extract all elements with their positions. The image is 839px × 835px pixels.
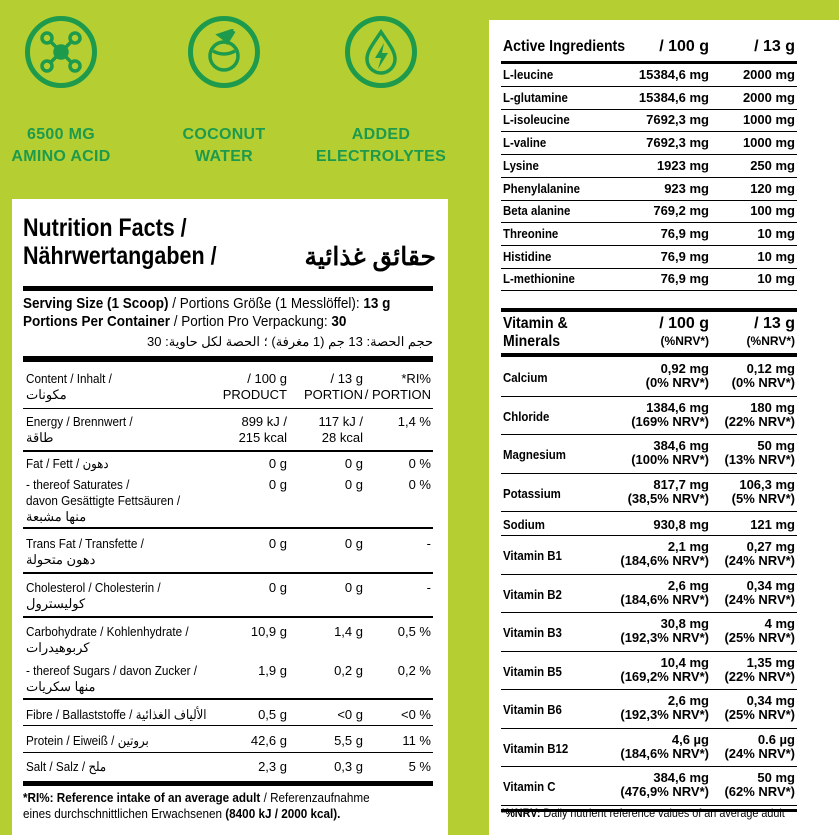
nutrition-facts-panel <box>12 199 448 835</box>
fat-100: 0 g <box>268 456 287 471</box>
vitamins-header-rule-top <box>501 308 797 312</box>
vitamin-per13: 0,34 mg <box>746 693 795 708</box>
row-divider <box>501 131 797 132</box>
cholesterol-ar: كوليسترول <box>26 596 86 611</box>
fat-ri: 0 % <box>408 456 431 471</box>
fat-13: 0 g <box>344 456 363 471</box>
header-ri: *RI% <box>401 371 431 386</box>
salt-name: Salt / Salz / ملح <box>26 759 107 774</box>
vitamin-per100: 4,6 µg <box>671 731 709 747</box>
vitamin-per100-nrv: (169,2% NRV*) <box>620 668 709 684</box>
row-divider <box>23 725 433 726</box>
fat-name: Fat / Fett / دهون <box>26 456 109 471</box>
vitamin-per100: 384,6 mg <box>653 770 709 785</box>
badge-amino-line2: AMINO ACID <box>11 148 111 165</box>
sugars-ri: 0,2 % <box>397 663 431 678</box>
badge-electrolytes-label <box>308 124 454 168</box>
salt-100: 2,3 g <box>258 759 287 774</box>
vitamin-per13-nrv: (5% NRV*) <box>731 490 795 506</box>
vitamin-per13: 50 mg <box>757 438 795 453</box>
footnote-rest: / Referenzaufnahme <box>260 790 370 805</box>
trans-fat-name: Trans Fat / Transfette / <box>26 536 144 551</box>
badge-coconut-water <box>169 14 279 165</box>
portions-de: / Portion Pro Verpackung: <box>170 313 332 330</box>
ingredient-name: L-methionine <box>503 271 575 287</box>
row-divider <box>501 574 797 575</box>
vitamin-per100: 930,8 mg <box>653 517 709 532</box>
fibre-name: Fibre / Ballaststoffe / الألياف الغذائية <box>26 707 207 722</box>
row-divider <box>501 434 797 435</box>
ingredient-per13: 1000 mg <box>742 135 795 151</box>
row-divider <box>501 612 797 613</box>
ingredients-header-name: Active Ingredients <box>503 38 626 55</box>
ingredient-name: L-glutamine <box>503 89 568 105</box>
cholesterol-name: Cholesterol / Cholesterin / <box>26 580 161 595</box>
energy-ri: 1,4 % <box>397 414 431 429</box>
badge-coconut-line2: WATER <box>194 148 254 165</box>
ingredient-name: Phenylalanine <box>503 180 580 196</box>
footnote-line2: eines durchschnittlichen Erwachsenen <box>23 806 226 821</box>
salt-13: 0,3 g <box>334 759 363 774</box>
ingredient-name: Beta alanine <box>503 203 571 219</box>
ingredient-per13: 10 mg <box>757 225 795 241</box>
row-divider <box>23 616 433 618</box>
vitamin-name: Vitamin B3 <box>503 625 562 640</box>
badge-electrolytes-line1: ADDED <box>351 126 411 143</box>
vitamins-header-per100: / 100 g <box>659 315 709 332</box>
row-divider <box>23 408 433 409</box>
vitamin-per100: 0,92 mg <box>660 361 709 376</box>
vitamin-per13: 121 mg <box>750 517 795 532</box>
ingredient-per13: 120 mg <box>750 180 795 196</box>
header-per100-sub: PRODUCT <box>222 387 287 402</box>
sugars-13: 0,2 g <box>334 663 363 678</box>
cholesterol-13: 0 g <box>344 580 363 595</box>
row-divider <box>501 245 797 246</box>
nutrition-footnote <box>23 790 401 822</box>
saturates-100: 0 g <box>268 477 287 492</box>
badge-coconut-line1: COCONUT <box>182 126 266 143</box>
row-divider <box>501 651 797 652</box>
badge-electrolytes <box>315 14 447 165</box>
vitamin-per100-nrv: (184,6% NRV*) <box>620 591 709 607</box>
vitamin-per13-nrv: (22% NRV*) <box>724 668 795 684</box>
electrolyte-drop-icon <box>345 16 417 88</box>
ingredient-per13: 10 mg <box>757 248 795 264</box>
ingredient-name: Lysine <box>503 157 539 173</box>
ingredient-per100: 7692,3 mg <box>646 112 709 128</box>
vitamin-per100-nrv: (0% NRV*) <box>645 375 709 390</box>
header-per100: / 100 g <box>247 371 287 386</box>
vitamin-per13: 50 mg <box>757 770 795 785</box>
ingredient-per100: 7692,3 mg <box>646 135 709 151</box>
vitamin-per100-nrv: (192,3% NRV*) <box>620 707 709 722</box>
saturates-13: 0 g <box>344 477 363 492</box>
vitamin-per13-nrv: (0% NRV*) <box>731 375 795 390</box>
vitamin-name: Chloride <box>503 408 550 424</box>
serving-size-value: 13 g <box>363 295 391 312</box>
sugars-100: 1,9 g <box>258 663 287 678</box>
nrv-footnote <box>501 806 785 820</box>
ingredient-name: Threonine <box>503 225 559 241</box>
vitamin-per100: 2,6 mg <box>667 577 709 593</box>
vitamin-name: Vitamin B5 <box>503 663 562 679</box>
ingredient-per100: 15384,6 mg <box>638 67 709 82</box>
footnote-bold: *RI%: Reference intake of an average adult <box>23 790 261 805</box>
row-divider <box>501 535 797 536</box>
ingredients-header-per13: / 13 g <box>754 38 795 55</box>
ingredients-header-per100: / 100 g <box>659 38 709 55</box>
header-content: Content / Inhalt / <box>26 371 112 386</box>
vitamin-name: Vitamin B2 <box>503 586 562 602</box>
nutrition-title-line2: Nährwertangaben / <box>23 242 217 270</box>
vitamin-per100-nrv: (184,6% NRV*) <box>620 745 709 761</box>
fibre-ri: <0 % <box>401 707 431 722</box>
row-divider <box>501 154 797 155</box>
nutrition-title-arabic: حقائق غذائية <box>304 243 436 271</box>
ingredient-per13: 2000 mg <box>742 89 795 105</box>
vitamin-name: Calcium <box>503 370 548 385</box>
protein-100: 42,6 g <box>250 733 287 748</box>
badge-amino-acid <box>6 14 116 165</box>
vitamin-per13-nrv: (25% NRV*) <box>724 630 795 645</box>
ingredients-panel <box>489 20 839 835</box>
ingredient-name: L-isoleucine <box>503 112 570 128</box>
row-divider <box>501 473 797 474</box>
row-divider <box>501 396 797 397</box>
vitamin-name: Vitamin B1 <box>503 548 562 563</box>
saturates-de: davon Gesättigte Fettsäuren / <box>26 493 181 508</box>
row-divider <box>23 450 433 452</box>
energy-13: 117 kJ / <box>318 414 363 429</box>
trans-fat-ar: دهون متحولة <box>26 552 96 567</box>
vitamins-header-name2: Minerals <box>503 333 561 350</box>
saturates-name: - thereof Saturates / <box>26 477 130 492</box>
portions-per-container <box>23 313 346 330</box>
cholesterol-ri: - <box>426 580 431 595</box>
salt-ri: 5 % <box>408 759 431 774</box>
carbohydrate-13: 1,4 g <box>334 624 363 639</box>
vitamin-per100: 1384,6 mg <box>646 399 709 415</box>
vitamin-per13: 106,3 mg <box>739 476 795 492</box>
header-ri-sub: / PORTION <box>364 387 431 402</box>
ingredient-per13: 2000 mg <box>742 67 795 82</box>
badge-amino-label <box>6 124 116 168</box>
vitamin-per100: 10,4 mg <box>660 654 709 670</box>
energy-ar: طاقة <box>26 430 54 445</box>
carbohydrate-100: 10,9 g <box>250 624 287 639</box>
vitamin-per13: 0,34 mg <box>746 577 795 593</box>
row-divider <box>501 177 797 178</box>
footnote-line2-bold: (8400 kJ / 2000 kcal). <box>225 806 341 821</box>
vitamin-per13-nrv: (13% NRV*) <box>724 452 795 467</box>
nrv-footnote-bold: *%NRV: <box>501 806 541 820</box>
vitamin-name: Vitamin C <box>503 779 556 794</box>
vitamin-name: Vitamin B6 <box>503 702 562 717</box>
vitamin-per13: 1,35 mg <box>746 654 795 670</box>
vitamins-header-rule-bottom <box>501 353 797 357</box>
nutrition-title-line1: Nutrition Facts / <box>23 214 187 242</box>
footer-rule <box>23 781 433 786</box>
badge-electrolytes-line2: ELECTROLYTES <box>315 148 447 165</box>
vitamin-per13: 180 mg <box>750 399 795 415</box>
trans-fat-ri: - <box>426 536 431 551</box>
row-divider <box>501 728 797 729</box>
energy-13-kcal: 28 kcal <box>321 430 363 445</box>
badge-coconut-label <box>169 124 279 168</box>
vitamin-per13-nrv: (22% NRV*) <box>724 413 795 429</box>
vitamin-per100: 2,6 mg <box>667 693 709 708</box>
ingredient-per100: 76,9 mg <box>660 248 709 264</box>
row-divider <box>501 222 797 223</box>
vitamin-name: Potassium <box>503 485 561 501</box>
nutrition-title <box>23 214 217 270</box>
carbohydrate-ar: كربوهيدرات <box>26 640 90 655</box>
vitamin-per13: 0.6 µg <box>757 731 795 747</box>
ingredient-per13: 100 mg <box>750 203 795 219</box>
serving-arabic: حجم الحصة: 13 جم (1 مغرفة) ؛ الحصة لكل حاوية: 30 <box>147 334 433 349</box>
sugars-name: - thereof Sugars / davon Zucker / <box>26 663 198 678</box>
vitamins-header-per13-sub: (%NRV*) <box>746 334 795 348</box>
ingredient-per100: 76,9 mg <box>660 271 709 287</box>
vitamin-per100-nrv: (192,3% NRV*) <box>620 630 709 645</box>
coconut-drink-icon <box>188 16 260 88</box>
vitamin-per100-nrv: (38,5% NRV*) <box>627 490 709 506</box>
amino-acid-molecule-icon <box>25 16 97 88</box>
ingredient-per100: 15384,6 mg <box>638 89 709 105</box>
vitamin-per100: 817,7 mg <box>653 476 709 492</box>
vitamin-per13-nrv: (24% NRV*) <box>724 745 795 761</box>
title-rule <box>23 286 433 291</box>
vitamin-name: Magnesium <box>503 447 566 462</box>
ingredient-name: L-leucine <box>503 67 554 82</box>
vitamin-per100-nrv: (476,9% NRV*) <box>620 784 709 799</box>
ingredient-name: L-valine <box>503 135 547 151</box>
portions-label: Portions Per Container <box>23 313 171 330</box>
vitamins-header-per13: / 13 g <box>754 315 795 332</box>
nrv-footnote-rest: Daily nutrient reference values of an average adult <box>540 806 785 820</box>
fibre-100: 0,5 g <box>258 707 287 722</box>
row-divider <box>501 268 797 269</box>
ingredient-name: Histidine <box>503 248 552 264</box>
row-divider <box>23 752 433 753</box>
vitamin-per13-nrv: (24% NRV*) <box>724 591 795 607</box>
row-divider <box>23 698 433 700</box>
protein-name: Protein / Eiweiß / بروتين <box>26 733 149 748</box>
vitamin-per100: 30,8 mg <box>660 616 709 631</box>
vitamin-per13: 4 mg <box>764 616 795 631</box>
trans-fat-13: 0 g <box>344 536 363 551</box>
vitamins-header-per100-sub: (%NRV*) <box>660 334 709 348</box>
vitamin-per13-nrv: (25% NRV*) <box>724 707 795 722</box>
cholesterol-100: 0 g <box>268 580 287 595</box>
vitamin-per100-nrv: (169% NRV*) <box>631 413 709 429</box>
ingredient-per100: 923 mg <box>664 180 709 196</box>
row-divider <box>501 511 797 512</box>
row-divider <box>501 766 797 767</box>
row-divider <box>501 109 797 110</box>
ingredient-per100: 769,2 mg <box>653 203 709 219</box>
vitamins-header-name1: Vitamin & <box>503 315 568 332</box>
row-divider <box>501 689 797 690</box>
serving-size-label: Serving Size (1 Scoop) <box>23 295 169 312</box>
row-divider <box>23 572 433 574</box>
ingredient-per13: 1000 mg <box>742 112 795 128</box>
ingredient-per100: 1923 mg <box>656 157 709 173</box>
vitamin-per100: 2,1 mg <box>667 539 709 554</box>
header-rule <box>23 356 433 362</box>
vitamin-per100-nrv: (184,6% NRV*) <box>620 553 709 568</box>
serving-size <box>23 295 390 312</box>
trans-fat-100: 0 g <box>268 536 287 551</box>
header-content-ar: مكونات <box>26 387 67 402</box>
vitamin-per13: 0,12 mg <box>746 361 795 376</box>
vitamin-name: Vitamin B12 <box>503 740 569 756</box>
energy-name: Energy / Brennwert / <box>26 414 133 429</box>
vitamin-per13-nrv: (62% NRV*) <box>724 784 795 799</box>
ingredient-per13: 10 mg <box>757 271 795 287</box>
serving-size-de: / Portions Größe (1 Messlöffel): <box>168 295 364 312</box>
ingredient-per100: 76,9 mg <box>660 225 709 241</box>
sugars-ar: منها سكريات <box>26 679 96 694</box>
carbohydrate-name: Carbohydrate / Kohlenhydrate / <box>26 624 189 639</box>
row-divider <box>501 86 797 87</box>
saturates-ar: منها مشبعة <box>26 509 87 524</box>
saturates-ri: 0 % <box>408 477 431 492</box>
ingredients-header <box>501 39 797 59</box>
vitamin-per100-nrv: (100% NRV*) <box>631 452 709 467</box>
ingredient-per13: 250 mg <box>750 157 795 173</box>
vitamin-per100: 384,6 mg <box>653 438 709 453</box>
header-per13: / 13 g <box>330 371 363 386</box>
fibre-13: <0 g <box>337 707 363 722</box>
carbohydrate-ri: 0,5 % <box>397 624 431 639</box>
energy-100: 899 kJ / <box>241 414 287 429</box>
vitamin-per13-nrv: (24% NRV*) <box>724 553 795 568</box>
protein-13: 5,5 g <box>334 733 363 748</box>
protein-ri: 11 % <box>402 733 431 748</box>
header-per13-sub: PORTION <box>304 387 363 402</box>
row-divider <box>501 290 797 291</box>
energy-100-kcal: 215 kcal <box>238 430 287 445</box>
vitamin-name: Sodium <box>503 517 545 532</box>
badge-amino-line1: 6500 MG <box>27 126 95 143</box>
vitamin-per13: 0,27 mg <box>746 539 795 554</box>
row-divider <box>501 200 797 201</box>
ingredients-header-rule <box>501 61 797 64</box>
row-divider <box>23 527 433 529</box>
portions-value: 30 <box>331 313 347 330</box>
